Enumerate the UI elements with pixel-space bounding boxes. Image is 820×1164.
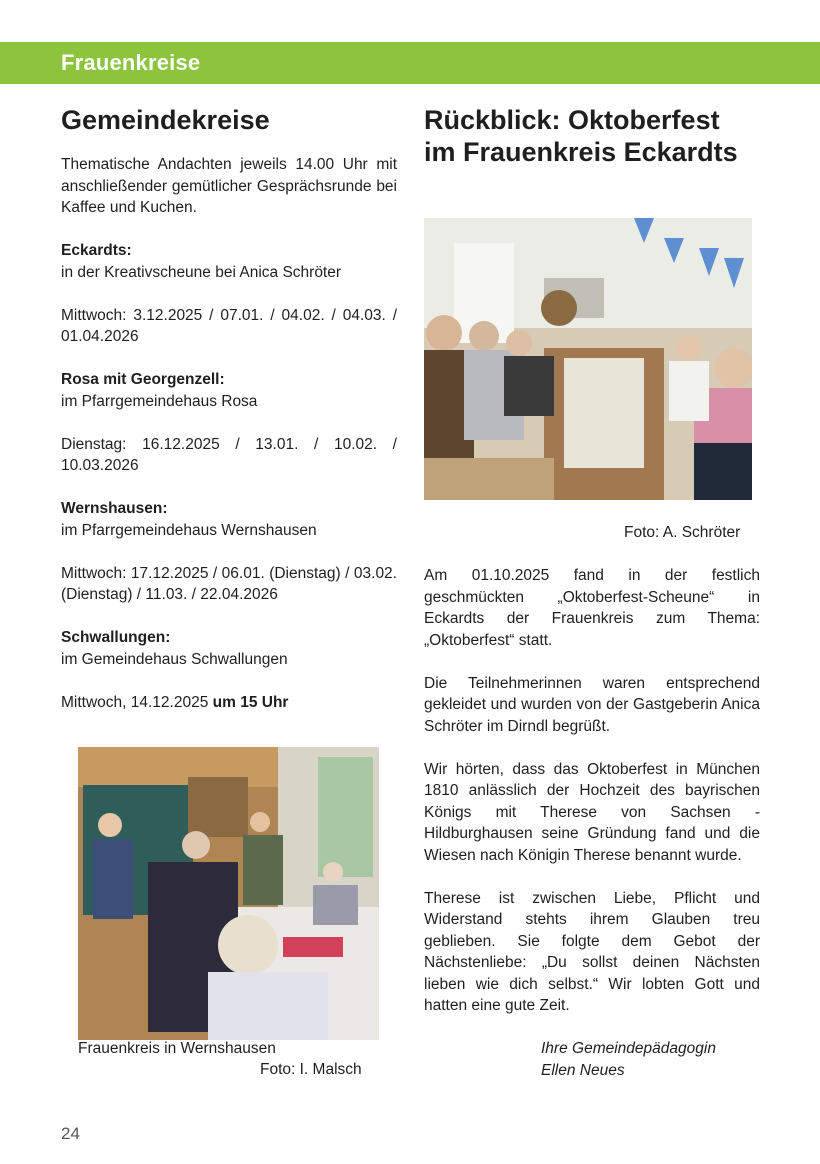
- right-heading-line1: Rückblick: Oktoberfest: [424, 105, 720, 135]
- signature-name: Ellen Neues: [541, 1061, 625, 1079]
- right-heading-line2: im Frauenkreis Eckardts: [424, 137, 738, 167]
- group-location: in der Kreativscheune bei Anica Schröter: [61, 263, 342, 281]
- right-column: [424, 104, 760, 168]
- group-name: Wernshausen:: [61, 500, 168, 517]
- group-location: im Gemeindehaus Schwallungen: [61, 650, 288, 668]
- photo-credit-oktoberfest: Foto: A. Schröter: [624, 524, 741, 541]
- paragraph: Therese ist zwischen Liebe, Pflicht und Widerstand stehts ihrem Glauben treu geblieben. Sie folgte dem Gebot der Nächstenliebe: „Du sollst deinen Nächsten lieben wie dich selbst.“ Wir lobten Gott und hatten eine gute Zeit.: [424, 889, 760, 1014]
- signature: [541, 1038, 716, 1081]
- section-title: Frauenkreise: [61, 50, 201, 75]
- dates-prefix: Mittwoch, 14.12.2025: [61, 693, 213, 711]
- photo-credit-wernshausen: Foto: I. Malsch: [260, 1061, 362, 1078]
- paragraph: Am 01.10.2025 fand in der festlich geschmückten „Oktoberfest-Scheune“ in Eckardts der Frauenkreis zum Thema: „Oktoberfest“ statt.: [424, 567, 760, 649]
- group-name: Schwallungen:: [61, 629, 171, 646]
- group-name: Eckardts:: [61, 242, 132, 259]
- paragraph: Wir hörten, dass das Oktoberfest in München 1810 anlässlich der Hochzeit des bayrischen Königs mit Therese von Sachsen - Hildburghausen seine Gründung fand und die Wiesen nach Königin Therese benannt wurde.: [424, 760, 760, 864]
- photo-caption-wernshausen: Frauenkreis in Wernshausen: [78, 1040, 276, 1057]
- photo-wernshausen: [78, 747, 379, 1040]
- photo-oktoberfest: [424, 218, 752, 500]
- group-eckardts: [61, 240, 397, 348]
- right-text: [424, 565, 760, 1017]
- group-location: im Pfarrgemeindehaus Wernshausen: [61, 521, 317, 539]
- group-rosa: [61, 369, 397, 477]
- left-column: [61, 104, 397, 713]
- group-location: im Pfarrgemeindehaus Rosa: [61, 392, 258, 410]
- section-banner: [0, 42, 820, 84]
- intro-text: Thematische Andachten jeweils 14.00 Uhr mit anschließender gemütlicher Gesprächsrunde bei Kaffee und Kuchen.: [61, 156, 397, 216]
- group-dates: [61, 692, 397, 714]
- signature-role: Ihre Gemeindepädagogin: [541, 1040, 716, 1057]
- left-heading: Gemeindekreise: [61, 105, 270, 135]
- page-number: 24: [61, 1124, 80, 1143]
- dates-time: um 15 Uhr: [212, 693, 289, 711]
- group-dates: Dienstag: 16.12.2025 / 13.01. / 10.02. / 10.03.2026: [61, 435, 397, 474]
- group-name: Rosa mit Georgenzell:: [61, 371, 225, 388]
- group-schwallungen: [61, 627, 397, 713]
- group-dates: Mittwoch: 3.12.2025 / 07.01. / 04.02. / 04.03. / 01.04.2026: [61, 306, 397, 345]
- paragraph: Die Teilnehmerinnen waren entsprechend gekleidet und wurden von der Gastgeberin Anica Schröter im Dirndl begrüßt.: [424, 674, 760, 735]
- group-wernshausen: [61, 498, 397, 606]
- group-dates: Mittwoch: 17.12.2025 / 06.01. (Dienstag) / 03.02. (Dienstag) / 11.03. / 22.04.2026: [61, 564, 397, 603]
